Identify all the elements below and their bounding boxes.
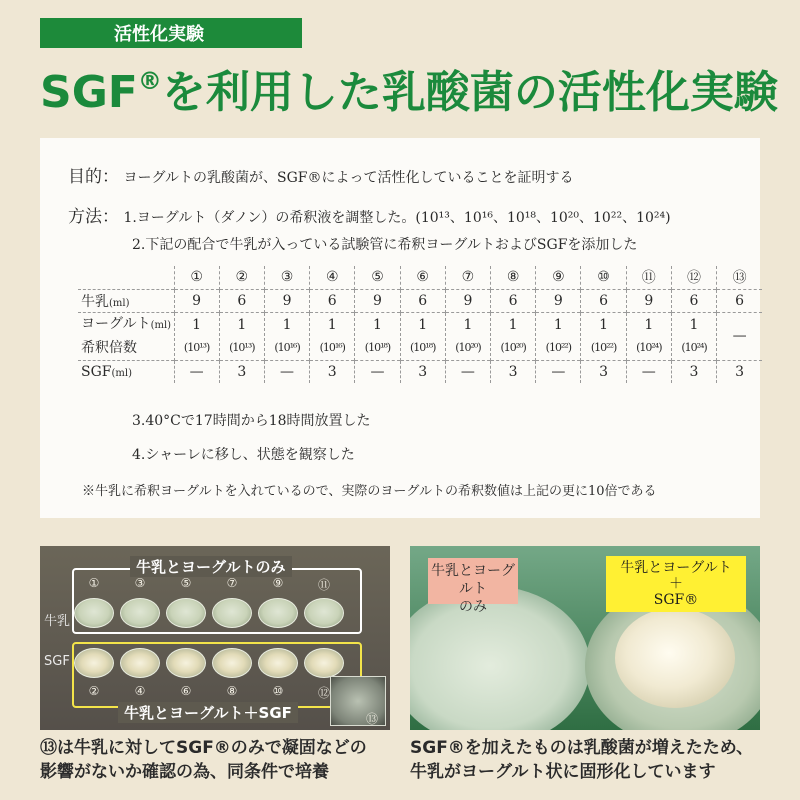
table-cell: 6 [310,289,355,312]
petri-milk-only [410,586,590,730]
dish-number: ⑥ [180,684,192,698]
table-cell: — [174,360,219,383]
method-step-1: 1.ヨーグルト（ダノン）の希釈液を調整した。(10¹³、10¹⁶、10¹⁸、10²⁰、10²²、10²⁴) [123,210,671,226]
page-title: SGF®を利用した乳酸菌の活性化実験 [40,67,778,118]
dish-number: ③ [134,576,146,590]
table-cell: 1 (10²⁴) [671,312,716,360]
footnote: ※牛乳に希釈ヨーグルトを入れているので、実際のヨーグルトの希釈数値は上記の更に10倍である [82,484,657,499]
column-header-8: ⑧ [491,266,536,289]
photo-dishes-grid [40,546,390,730]
table-row [78,360,762,383]
table-cell: 1 (10¹⁸) [400,312,445,360]
dish-number: ⑩ [272,684,284,698]
dish-number: ⑦ [226,576,238,590]
note-left: ⑬は牛乳に対してSGF®のみで凝固などの 影響がないか確認の為、同条件で培養 [40,738,367,782]
table-cell: 3 [310,360,355,383]
dish-milk-only [304,598,344,628]
table-cell: 9 [445,289,490,312]
milk-sgf-label: 牛乳とヨーグルト＋SGF [118,702,298,723]
dish-number: ① [88,576,100,590]
table-cell: 6 [671,289,716,312]
table-cell: 1 (10²⁰) [491,312,536,360]
curd-mass [615,608,735,708]
table-cell: 1 (10²²) [536,312,581,360]
table-cell: — [626,360,671,383]
table-cell: 3 [219,360,264,383]
table-cell: — [536,360,581,383]
section-tag: 活性化実験 [40,18,302,48]
column-header-1: ① [174,266,219,289]
table-cell: 1 (10¹⁶) [310,312,355,360]
dish-milk-sgf [212,648,252,678]
table-cell: 1 (10²⁰) [445,312,490,360]
table-cell: 1 (10¹⁸) [355,312,400,360]
table-corner [78,266,174,289]
dish-milk-only [258,598,298,628]
table-cell: 6 [400,289,445,312]
dish-milk-only [120,598,160,628]
dish-number: ⑤ [180,576,192,590]
column-header-11: ⑪ [626,266,671,289]
row-label: 牛乳(ml) [78,289,174,312]
dish-number: ⑪ [317,578,331,592]
column-header-2: ② [219,266,264,289]
table-row [78,289,762,312]
note-right: SGF®を加えたものは乳酸菌が増えたため、 牛乳がヨーグルト状に固形化しています [410,738,754,782]
caption-milk-sgf: 牛乳とヨーグルト ＋ SGF® [606,556,746,612]
side-label-milk: 牛乳 [44,614,71,629]
column-header-9: ⑨ [536,266,581,289]
mix-table [78,266,762,383]
purpose-text: ヨーグルトの乳酸菌が、SGF®によって活性化していることを証明する [123,170,574,186]
table-cell: 3 [717,360,762,383]
side-label-sgf: SGF [44,654,70,669]
dish-number: ⑫ [317,686,331,700]
milk-only-label: 牛乳とヨーグルトのみ [130,556,292,577]
table-cell: 6 [581,289,626,312]
table-cell: 6 [219,289,264,312]
dish-milk-only [166,598,206,628]
dish-number: ⑨ [272,576,284,590]
table-cell: 3 [491,360,536,383]
dish-milk-sgf [166,648,206,678]
table-cell: 1 (10¹³) [219,312,264,360]
table-cell: 6 [491,289,536,312]
table-cell: 1 (10²⁴) [626,312,671,360]
table-header-row [78,266,762,289]
column-header-12: ⑫ [671,266,716,289]
column-header-6: ⑥ [400,266,445,289]
column-header-5: ⑤ [355,266,400,289]
method-label: 方法： [68,207,119,227]
table-cell: 1 (10¹³) [174,312,219,360]
dish-milk-only [74,598,114,628]
method-row [68,202,671,227]
table-cell: — [355,360,400,383]
table-cell: — [264,360,309,383]
method-step-2: 2.下記の配合で牛乳が入っている試験管に希釈ヨーグルトおよびSGFを添加した [132,237,638,253]
caption-milk-only: 牛乳とヨーグルト のみ [428,558,518,604]
table-cell: 1 (10²²) [581,312,626,360]
table-cell: — [445,360,490,383]
dish-milk-sgf [120,648,160,678]
column-header-7: ⑦ [445,266,490,289]
table-cell: 9 [355,289,400,312]
method-step-4: 4.シャーレに移し、状態を観察した [132,447,355,463]
table-cell: 6 [717,289,762,312]
table-cell: 3 [671,360,716,383]
row-label: SGF(ml) [78,360,174,383]
purpose-label: 目的： [68,167,119,187]
inset-number: ⑬ [365,712,379,726]
dish-number: ② [88,684,100,698]
table-cell: 9 [536,289,581,312]
method-panel [40,138,760,518]
table-cell: 9 [264,289,309,312]
table-cell: 9 [626,289,671,312]
method-step-3: 3.40°Cで17時間から18時間放置した [132,413,371,429]
row-label: ヨーグルト(ml) 希釈倍数 [78,312,174,360]
table-cell: 1 (10¹⁶) [264,312,309,360]
dish-number: ⑧ [226,684,238,698]
purpose-row [68,162,574,187]
table-cell: 3 [400,360,445,383]
column-header-10: ⑩ [581,266,626,289]
table-row [78,312,762,360]
column-header-3: ③ [264,266,309,289]
table-cell: 3 [581,360,626,383]
table-cell: 9 [174,289,219,312]
dish-milk-sgf [74,648,114,678]
photo-petri-compare [410,546,760,730]
dish-milk-only [212,598,252,628]
dish-milk-sgf [304,648,344,678]
dish-number: ④ [134,684,146,698]
dish-milk-sgf [258,648,298,678]
column-header-13: ⑬ [717,266,762,289]
table-cell: — [717,312,762,360]
column-header-4: ④ [310,266,355,289]
